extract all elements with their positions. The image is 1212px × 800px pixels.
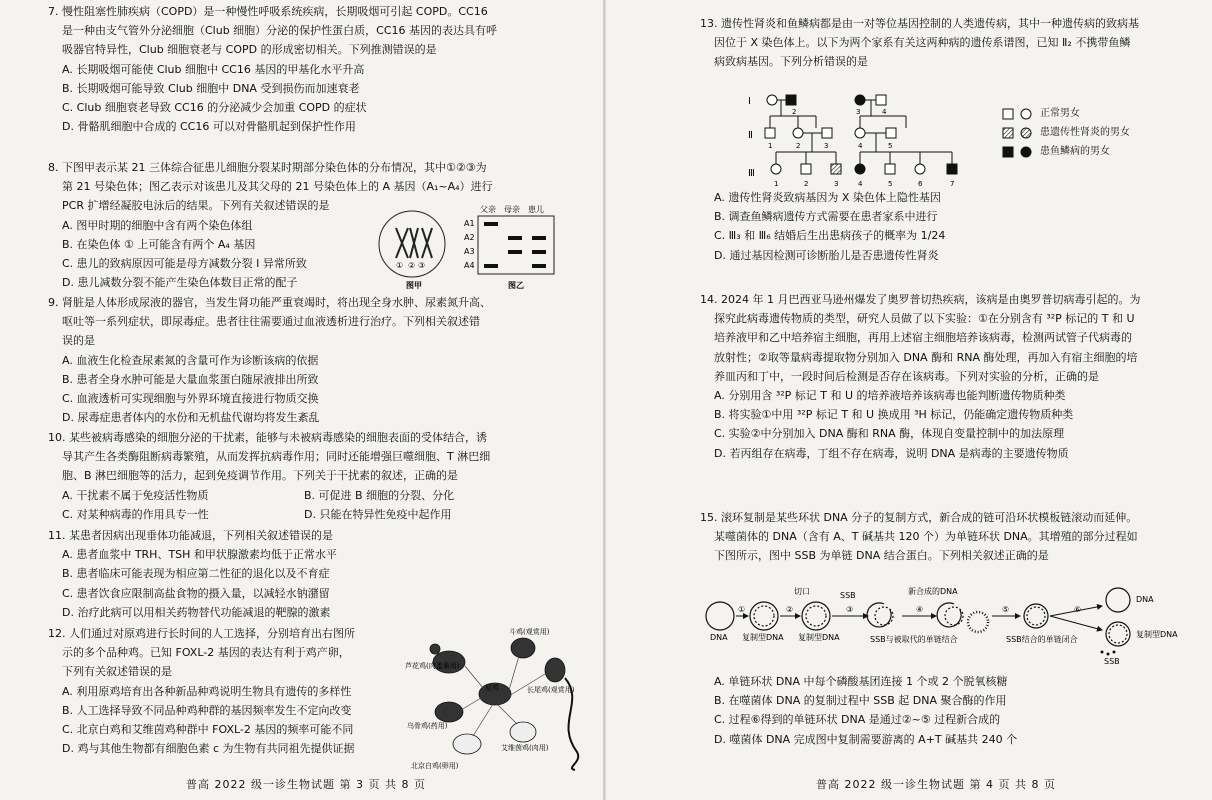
q15-stem-3: 下图所示，图中 SSB 为单链 DNA 结合蛋白。下列相关叙述正确的是 — [714, 549, 1049, 563]
label-product-dna: DNA — [1136, 595, 1154, 604]
pedigree-number: 4 — [882, 108, 887, 116]
q13-options — [714, 188, 945, 265]
q11-option-d: D. 治疗此病可以用相关药物替代功能减退的靶腺的激素 — [62, 605, 331, 619]
label-ssb: SSB — [840, 591, 856, 600]
step-1: ① — [738, 605, 746, 614]
chicken-icon — [511, 638, 535, 658]
gel-band — [508, 250, 522, 254]
q15-stem-2: 某噬菌体的 DNA（含有 A、T 碱基共 120 个）为单链环状 DNA。其增殖的部分过程如 — [714, 530, 1138, 544]
q12-option-a: A. 利用原鸡培育出各种新品种鸡说明生物具有遗传的多样性 — [62, 684, 352, 698]
q12-option-c: C. 北京白鸡和艾维茵鸡种群中 FOXL-2 基因的频率可能不同 — [62, 723, 354, 737]
label-cut: 切口 — [794, 587, 810, 596]
chicken-icon — [430, 644, 440, 654]
q13-stem-3: 病致病基因。下列分析错误的是 — [714, 55, 868, 69]
male-affected-symbol — [947, 164, 957, 174]
q10-option-d: D. 只能在特异性免疫中起作用 — [304, 507, 452, 521]
label-product-replicative: 复制型DNA — [1136, 630, 1178, 639]
q12-option-b: B. 人工选择导致不同品种鸡种群的基因频率发生不定向改变 — [62, 703, 352, 717]
q8-option-b: B. 在染色体 ① 上可能含有两个 A₄ 基因 — [62, 237, 256, 251]
label-dna: DNA — [710, 633, 728, 642]
q14-stem-4: 放射性；②取等量病毒提取物分别加入 DNA 酶和 RNA 酶处理，再加入有宿主细胞的培 — [714, 350, 1138, 364]
q8-option-a: A. 图甲时期的细胞中含有两个染色体组 — [62, 218, 253, 232]
figure-b-caption: 图乙 — [508, 281, 524, 290]
q9-option-c: C. 血液透析可实现细胞与外界环境直接进行物质交换 — [62, 392, 319, 406]
chicken-icon — [510, 722, 536, 742]
q7-stem-2: 是一种由支气管外分泌细胞（Club 细胞）分泌的保护性蛋白质，CC16 基因的表达具有呼 — [62, 24, 498, 38]
q15-option-b: B. 在噬菌体 DNA 的复制过程中 SSB 起 DNA 聚合酶的作用 — [714, 694, 1007, 708]
legend-normal-label: 正常男女 — [1040, 108, 1080, 119]
q14-stem-3: 培养液甲和乙中培养宿主细胞，再用上述宿主细胞培养该病毒，检测两试管子代病毒的 — [714, 331, 1132, 345]
label-new-dna: 新合成的DNA — [908, 587, 958, 596]
gel-band — [484, 264, 498, 268]
right-page-footer: 普高 2022 级一诊生物试题 第 4 页 共 8 页 — [816, 778, 1056, 791]
generation-label-3: Ⅲ — [748, 168, 755, 179]
chicken-label-wugu: 乌骨鸡(药用) — [407, 722, 448, 730]
male-symbol — [876, 95, 886, 105]
chicken-icon — [435, 702, 463, 722]
label-ssb-form: SSB结合的单链闭合 — [1006, 635, 1078, 644]
pedigree-number: 5 — [888, 142, 893, 150]
question-13 — [700, 14, 1139, 72]
legend-normal — [1002, 104, 1130, 123]
step-4: ④ — [916, 605, 924, 614]
chrom-label-1: ① — [396, 261, 404, 270]
q10-options-row-2 — [48, 505, 546, 524]
female-symbol — [793, 128, 803, 138]
q12-chicken-figure — [405, 622, 595, 772]
figure-a-caption: 图甲 — [406, 281, 422, 290]
step-5: ⑤ — [1002, 605, 1010, 614]
q15-options — [714, 672, 1017, 749]
pedigree-number: 2 — [796, 142, 801, 150]
q7-option-b: B. 长期吸烟可能导致 Club 细胞中 DNA 受到损伤而加速衰老 — [62, 81, 360, 95]
chicken-label-douji: 斗鸡(观赏用) — [509, 628, 550, 636]
gel-col-mother: 母亲 — [504, 205, 520, 214]
gel-col-child: 患儿 — [528, 205, 544, 214]
q13-option-a: A. 遗传性肾炎致病基因为 X 染色体上隐性基因 — [714, 191, 941, 204]
step-3: ③ — [846, 605, 854, 614]
question-14 — [700, 290, 1140, 463]
q7-stem-3: 吸器官特异性，Club 细胞衰老与 COPD 的形成密切相关。下列推测错误的是 — [62, 43, 437, 57]
pedigree-number: 7 — [950, 180, 955, 188]
generation-label-1: Ⅰ — [748, 96, 751, 107]
question-12 — [48, 624, 355, 758]
pedigree-number: 2 — [804, 180, 809, 188]
q15-option-a: A. 单链环状 DNA 中每个磷酸基团连接 1 个或 2 个脱氧核糖 — [714, 675, 1008, 688]
pedigree-number: 6 — [918, 180, 923, 188]
q15-rolling-circle-figure — [702, 582, 1202, 668]
female-symbol — [767, 95, 777, 105]
q8-figure-b — [464, 204, 554, 290]
question-7 — [48, 2, 497, 136]
question-10 — [48, 428, 546, 524]
q14-option-b: B. 将实验①中用 ³²P 标记 T 和 U 换成用 ³H 标记，仍能确定遗传物质种类 — [714, 408, 1074, 422]
label-ssb-free: SSB — [1104, 657, 1120, 666]
q14-stem-5: 养皿丙和丁中，一段时间后检测是否存在该病毒。下列对实验的分析，正确的是 — [714, 369, 1099, 383]
chicken-label-luhua: 芦花鸡(肉蛋兼用) — [405, 662, 460, 670]
nicked-dna-icon — [802, 602, 830, 630]
pedigree-number: 5 — [888, 180, 893, 188]
q13-pedigree — [746, 86, 986, 190]
q13-option-c: C. Ⅲ₃ 和 Ⅲ₆ 结婚后生出患病孩子的概率为 1/24 — [714, 229, 946, 243]
q8-stem-1: 8. 下图甲表示某 21 三体综合征患儿细胞分裂某时期部分染色体的分布情况，其中①②③为 — [48, 161, 487, 174]
chicken-label-yuanji: 原鸡 — [485, 684, 499, 692]
male-symbol — [765, 128, 775, 138]
female-affected-symbol — [855, 95, 865, 105]
circular-dna-icon — [706, 602, 734, 630]
pedigree-number: 1 — [768, 142, 773, 150]
q14-option-c: C. 实验②中分别加入 DNA 酶和 RNA 酶，体现自变量控制中的加法原理 — [714, 427, 1065, 441]
q10-option-a: A. 干扰素不属于免疫活性物质 — [62, 488, 209, 502]
q12-stem-3: 下列有关叙述错误的是 — [62, 665, 172, 679]
q10-option-b: B. 可促进 B 细胞的分裂、分化 — [304, 488, 455, 502]
q7-option-a: A. 长期吸烟可能使 Club 细胞中 CC16 基因的甲基化水平升高 — [62, 62, 365, 76]
q10-options-row-1 — [48, 486, 546, 505]
step-2: ② — [786, 605, 794, 614]
q14-stem-2: 探究此病毒遗传物质的类型，研究人员做了以下实验：①在分别含有 ³²P 标记的 T 和 U — [714, 312, 1135, 326]
q7-option-d: D. 骨骼肌细胞中合成的 CC16 可以对骨骼肌起到保护性作用 — [62, 120, 356, 134]
question-11 — [48, 526, 337, 622]
pedigree-number: 2 — [792, 108, 797, 116]
legend-ichthyosis — [1002, 142, 1130, 161]
q15-stem-1: 15. 滚环复制是某些环状 DNA 分子的复制方式，新合成的链可沿环状模板链滚动而延伸。 — [700, 511, 1138, 524]
gel-col-father: 父亲 — [480, 205, 496, 214]
q12-stem-1: 12. 人们通过对原鸡进行长时间的人工选择，分别培育出右图所 — [48, 627, 355, 640]
product-dna-icon — [1106, 588, 1130, 612]
pedigree-number: 4 — [858, 180, 863, 188]
chrom-label-2: ② — [408, 261, 416, 270]
legend-nephritis — [1002, 123, 1130, 142]
q12-stem-2: 示的多个品种鸡。已知 FOXL-2 基因的表达有利于鸡产卵， — [62, 646, 350, 660]
pedigree-number: 4 — [858, 142, 863, 150]
gel-row-a4: A4 — [464, 261, 475, 270]
q9-stem-2: 呕吐等一系列症状，即尿毒症。患者往往需要通过血液透析进行治疗。下列相关叙述错 — [62, 315, 480, 329]
q13-option-b: B. 调查鱼鳞病遗传方式需要在患者家系中进行 — [714, 210, 938, 224]
legend-ichthyosis-label: 患鱼鳞病的男女 — [1040, 146, 1110, 157]
q10-stem-2: 导其产生各类酶阻断病毒繁殖，从而发挥抗病毒作用；同时还能增强巨噬细胞、T 淋巴细 — [62, 450, 491, 464]
q8-stem-2: 第 21 号染色体；图乙表示对该患儿及其父母的 21 号染色体上的 A 基因（A₁~A₄）进行 — [62, 180, 493, 194]
q14-option-a: A. 分别用含 ³²P 标记 T 和 U 的培养液培养该病毒也能判断遗传物质种类 — [714, 389, 1066, 403]
chicken-icon — [545, 658, 565, 682]
q13-option-d: D. 通过基因检测可诊断胎儿是否患遗传性肾炎 — [714, 248, 939, 262]
q11-stem-1: 11. 某患者因病出现垂体功能减退，下列相关叙述错误的是 — [48, 529, 333, 542]
chicken-label-beijing: 北京白鸡(卵用) — [411, 762, 459, 770]
q10-stem-1: 10. 某些被病毒感染的细胞分泌的干扰素，能够与未被病毒感染的细胞表面的受体结合，诱 — [48, 431, 487, 444]
male-affected-symbol — [786, 95, 796, 105]
male-symbol — [822, 128, 832, 138]
male-symbol — [885, 164, 895, 174]
q14-option-d: D. 若丙组存在病毒，丁组不存在病毒，说明 DNA 是病毒的主要遗传物质 — [714, 446, 1069, 460]
q15-option-c: C. 过程⑥得到的单链环状 DNA 是通过②~⑤ 过程新合成的 — [714, 713, 1001, 727]
generation-label-2: Ⅱ — [748, 130, 753, 141]
label-ssb-replace: SSB与被取代的单链结合 — [870, 635, 958, 644]
pedigree-number: 3 — [856, 108, 861, 116]
q14-stem-1: 14. 2024 年 1 月巴西亚马逊州爆发了奥罗普切热疾病，该病是由奥罗普切病毒引起的。为 — [700, 293, 1141, 306]
gel-row-a2: A2 — [464, 233, 475, 242]
q8-option-d: D. 患儿减数分裂不能产生染色体数目正常的配子 — [62, 276, 298, 290]
female-affected-symbol — [855, 164, 865, 174]
q11-option-c: C. 患者饮食应限制高盐食物的摄入量，以减轻水钠潴留 — [62, 586, 330, 600]
question-9 — [48, 293, 491, 427]
ssb-dots — [1101, 651, 1116, 656]
gel-band — [532, 250, 546, 254]
q7-stem-1: 7. 慢性阻塞性肺疾病（COPD）是一种慢性呼吸系统疾病，长期吸烟可引起 COPD。CC16 — [48, 5, 488, 18]
label-replicative-dna-2: 复制型DNA — [798, 633, 840, 642]
q9-option-b: B. 患者全身水肿可能是大量血浆蛋白随尿液排出所致 — [62, 372, 319, 386]
chicken-icon — [453, 734, 481, 754]
chicken-label-changwei: 长尾鸡(观赏用) — [527, 686, 575, 694]
legend-nephritis-label: 患遗传性肾炎的男女 — [1040, 127, 1130, 138]
q12-option-d: D. 鸡与其他生物都有细胞色素 c 为生物有共同祖先提供证据 — [62, 742, 355, 756]
pedigree-number: 1 — [774, 180, 779, 188]
gel-band — [532, 264, 546, 268]
gel-band — [484, 222, 498, 226]
q11-option-b: B. 患者临床可能表现为相应第二性征的退化以及不育症 — [62, 567, 330, 581]
label-replicative-dna: 复制型DNA — [742, 633, 784, 642]
step-6: ⑥ — [1074, 605, 1082, 614]
male-symbol — [801, 164, 811, 174]
right-page — [606, 0, 1212, 800]
q8-option-c: C. 患儿的致病原因可能是母方减数分裂 Ⅰ 异常所致 — [62, 257, 307, 271]
q10-option-c: C. 对某种病毒的作用具专一性 — [62, 507, 209, 521]
pedigree-number: 3 — [824, 142, 829, 150]
pedigree-number: 3 — [834, 180, 839, 188]
chrom-label-3: ③ — [418, 261, 426, 270]
q8-figure — [378, 200, 558, 292]
gel-band — [532, 236, 546, 240]
q9-stem-3: 误的是 — [62, 334, 95, 348]
chicken-label-aiweiyin: 艾维茵鸡(肉用) — [501, 744, 549, 752]
q9-option-a: A. 血液生化检查尿素氮的含量可作为诊断该病的依据 — [62, 353, 319, 367]
q10-stem-3: 胞、B 淋巴细胞等的活力，起到免疫调节作用。下列关于干扰素的叙述，正确的是 — [62, 469, 459, 483]
q9-option-d: D. 尿毒症患者体内的水份和无机盐代谢均将发生紊乱 — [62, 411, 320, 425]
gel-row-a3: A3 — [464, 247, 475, 256]
gel-row-a1: A1 — [464, 219, 475, 228]
left-page-footer: 普高 2022 级一诊生物试题 第 3 页 共 8 页 — [186, 778, 426, 791]
rolling-dna-icon — [867, 603, 891, 627]
q13-stem-1: 13. 遗传性肾炎和鱼鳞病都是由一对等位基因控制的人类遗传病，其中一种遗传病的致病基 — [700, 17, 1139, 30]
q13-stem-2: 因位于 X 染色体上。以下为两个家系有关这两种病的遗传系谱图，已知 Ⅱ₂ 不携带鱼鳞 — [714, 36, 1131, 50]
q8-figure-a — [379, 211, 445, 290]
q15-option-d: D. 噬菌体 DNA 完成图中复制需要游离的 A+T 碱基共 240 个 — [714, 732, 1018, 746]
question-15 — [700, 508, 1138, 566]
q13-legend — [1002, 104, 1130, 161]
q11-option-a: A. 患者血浆中 TRH、TSH 和甲状腺激素均低于正常水平 — [62, 548, 337, 562]
female-symbol — [771, 164, 781, 174]
q8-stem-3: PCR 扩增经凝胶电泳后的结果。下列有关叙述错误的是 — [62, 199, 330, 213]
q7-option-c: C. Club 细胞衰老导致 CC16 的分泌减少会加重 COPD 的症状 — [62, 101, 367, 115]
female-symbol — [915, 164, 925, 174]
female-symbol — [855, 128, 865, 138]
q9-stem-1: 9. 肾脏是人体形成尿液的器官，当发生肾功能严重衰竭时，将出现全身水肿、尿素氮升高、 — [48, 296, 491, 309]
male-symbol — [886, 128, 896, 138]
male-nephritis-symbol — [831, 164, 841, 174]
gel-band — [508, 236, 522, 240]
